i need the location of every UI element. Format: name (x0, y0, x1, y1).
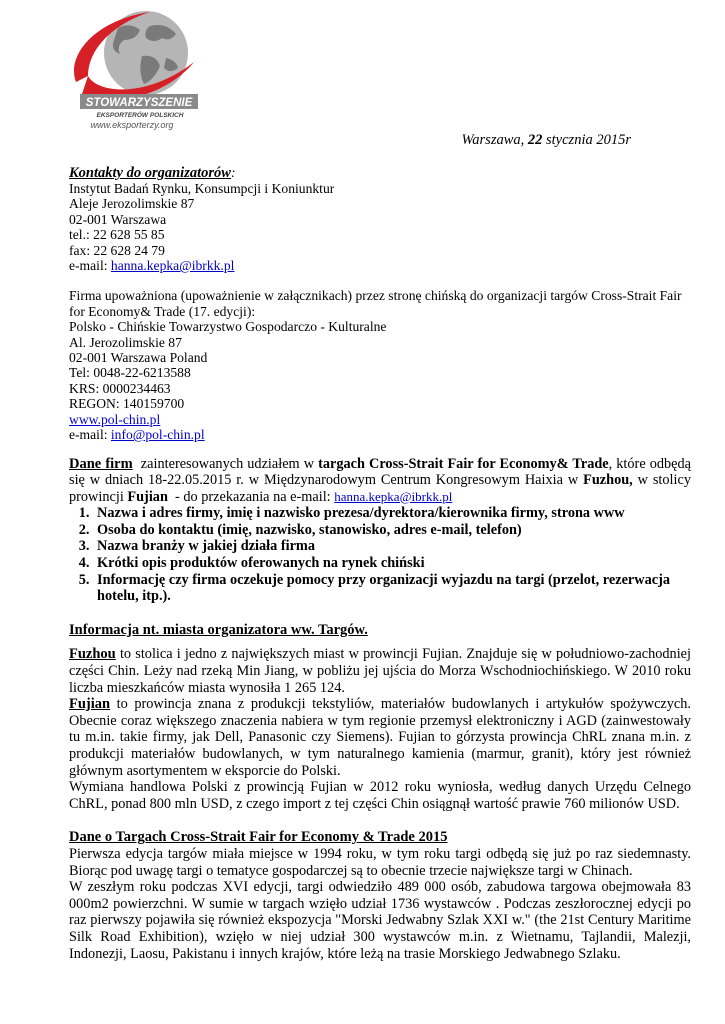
list-item: 5. Informację czy firma oczekuje pomocy przy organizacji wyjazdu na targi (przelot, rezerwacja hotelu, itp.). (93, 572, 691, 605)
contact-line: Aleje Jerozolimskie 87 (69, 196, 195, 212)
logo-name-line2: EKSPORTERÓW POLSKICH (96, 112, 184, 119)
fair-heading: Dane o Targach Cross-Strait Fair for Economy & Trade 2015 (69, 829, 448, 846)
document-body (69, 165, 691, 962)
required-info-list (69, 505, 691, 605)
firm-line: Tel: 0048-22-6213588 (69, 365, 191, 381)
firm-line: KRS: 0000234463 (69, 380, 171, 396)
firm-intro: Firma upoważniona (upoważnienie w załącznikach) przez stronę chińską do organizacji targów Cross-Strait Fair for Economy& Trade (17. edycji): (69, 288, 682, 319)
firm-line: Al. Jerozolimskie 87 (69, 334, 182, 350)
contact-email-link[interactable]: hanna.kepka@ibrkk.pl (110, 258, 235, 274)
contact-email-label: e-mail: (69, 258, 111, 274)
fair-section (69, 829, 691, 962)
firm-line: Polsko - Chińskie Towarzystwo Gospodarczo - Kulturalne (69, 319, 387, 335)
contact-line: tel.: 22 628 55 85 (69, 227, 165, 243)
fair-paragraph-1: Pierwsza edycja targów miała miejsce w 1994 roku, w tym roku targi odbędą się już po raz siedemnasty. Biorąc pod uwagę targi o tematyce gospodarczej są to obecnie trzecie największe targi w Chinach. (69, 845, 691, 879)
dane-firm-text: , które odbędą się w dniach 18-22.05.2015 r. w Międzynarodowym Centrum Kongresowym Haixia w (69, 455, 691, 489)
date-prefix: Warszawa, (461, 132, 528, 148)
logo-name-line1: STOWARZYSZENIE (85, 97, 193, 109)
logo (58, 6, 208, 130)
date-day: 22 (527, 132, 543, 148)
firm-website-link[interactable]: www.pol-chin.pl (69, 411, 161, 427)
fuzhou-text: to stolica i jedno z największych miast w prowincji Fujian. Znajduje się w południowo-zachodniej części Chin. Leży nad rzeką Min Jiang, w pobliżu jej ujścia do Morza Wschodniochińskiego. W 2010 roku liczba mieszkańców miasta wynosiła 1 265 124. (69, 646, 691, 696)
contact-line: Instytut Badań Rynku, Konsumpcji i Koniunktur (69, 181, 335, 196)
contacts-heading: Kontakty do organizatorów (69, 165, 231, 181)
list-item: 2. Osoba do kontaktu (imię, nazwisko, stanowisko, adres e-mail, telefon) (93, 522, 691, 539)
dane-firm-text: zainteresowanych udziałem w (132, 455, 319, 472)
list-item: 4. Krótki opis produktów oferowanych na rynek chiński (93, 555, 691, 572)
city-heading: Informacja nt. miasta organizatora ww. Targów. (69, 621, 368, 638)
firm-section (69, 288, 691, 442)
dane-firm-email-link[interactable]: hanna.kepka@ibrkk.pl (334, 488, 453, 504)
fujian-text: to prowincja znana z produkcji tekstyliów, materiałów budowlanych i artykułów spożywczych. Obecnie coraz większego znaczenia nabiera w tym regionie przemysł elektroniczny i AGD (zainwestowały tu m.in. takie firmy, jak Dell, Panasonic czy Siemens). Fujian to górzysta prowincja ChRL znana m.in. z produkcji materiałów budowlanych, w tym naturalnego kamienia (marmur, granit), który jest również głównym asortymentem w eksporcie do Polski. (69, 696, 691, 779)
dane-firm-text: w stolicy prowincji (69, 472, 691, 505)
contact-line: 02-001 Warszawa (69, 211, 167, 227)
city-name: Fuzhou, (583, 472, 633, 489)
province-name: Fujian (127, 488, 168, 505)
globe-logo-icon (58, 6, 208, 130)
dane-firm-label: Dane firm (69, 455, 133, 472)
logo-url: www.eksporterzy.org (90, 120, 174, 130)
contacts-section (69, 165, 691, 273)
list-item: 3. Nazwa branży w jakiej działa firma (93, 538, 691, 555)
firm-line: REGON: 140159700 (69, 396, 185, 412)
fair-paragraph-2: W zeszłym roku podczas XVI edycji, targi odwiedziło 489 000 osób, zabudowa targowa obejmowała 83 000m2 powierzchni. W sumie w targach wzięło udział 1736 wystawców . Podczas zeszłorocznej edycji po raz pierwszy pojawiła się również ekspozycja "Morski Jedwabny Szlak XXI w." (the 21st Century Maritime Silk Road Exhibition), wzięło w niej udział 300 wystawców m.in. z Wietnamu, Tajlandii, Malezji, Indonezji, Laosu, Pakistanu i innych krajów, które leżą na trasie Morskiego Jedwabnego Szlaku. (69, 879, 691, 962)
fuzhou-label: Fuzhou (69, 646, 116, 663)
document-date (462, 132, 631, 149)
fair-name: targach Cross-Strait Fair for Economy& Trade (318, 455, 609, 472)
trade-text: Wymiana handlowa Polski z prowincją Fujian w 2012 roku wyniosła, według danych Urzędu Celnego ChRL, ponad 800 mln USD, z czego import z tej części Chin osiągnął wartość prawie 760 milionów USD. (69, 779, 691, 812)
dane-firm-text: - do przekazania na e-mail: (167, 488, 335, 505)
firm-email-link[interactable]: info@pol-chin.pl (110, 427, 205, 443)
list-item: 1. Nazwa i adres firmy, imię i nazwisko prezesa/dyrektora/kierownika firmy, strona www (93, 505, 691, 522)
fujian-label: Fujian (69, 696, 111, 713)
firm-line: 02-001 Warszawa Poland (69, 350, 208, 366)
dane-firm-paragraph (69, 456, 691, 506)
date-suffix: stycznia 2015r (542, 132, 631, 148)
contacts-heading-colon: : (230, 165, 236, 180)
contact-line: fax: 22 628 24 79 (69, 242, 165, 258)
firm-email-label: e-mail: (69, 427, 111, 443)
city-section (69, 622, 691, 813)
